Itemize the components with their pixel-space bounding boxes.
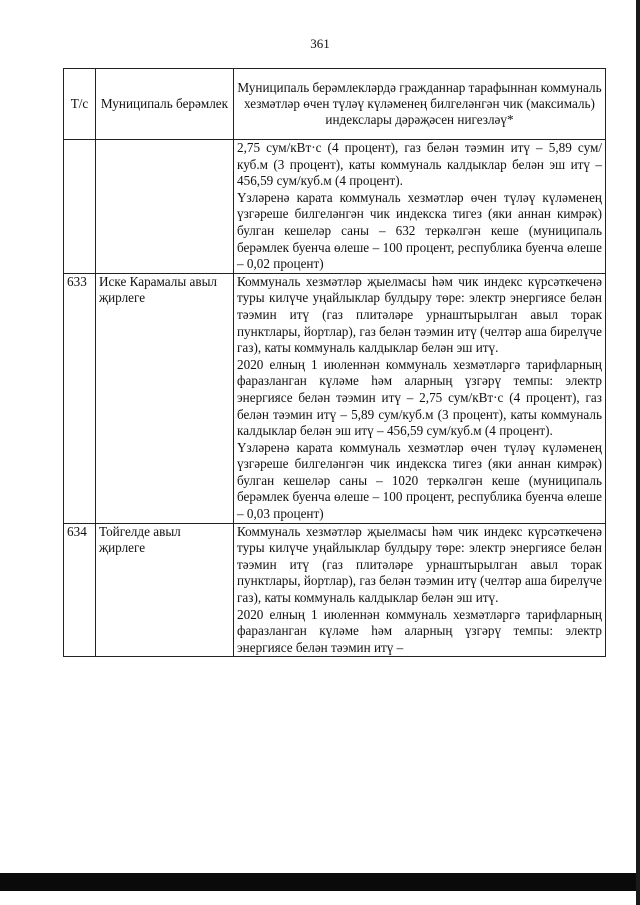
row-municipality: Иске Карамалы авыл җирлеге — [96, 273, 234, 523]
scan-bottom-band — [0, 873, 640, 891]
paragraph: 2020 елның 1 июленнән коммуналь хезмәтләргә тарифларның фаразланган күләме һәм аларның үзгәрү темпы: электр энергиясе белән тәэмин итү – 2,75 сум/кВт·с (4 процент), газ белән тәэмин итү – 5,89 сум/куб.м (3 процент), каты коммуналь калдыклар белән эш итү – 456,59 сум/куб.м (4 процент). — [237, 356, 602, 439]
row-number: 633 — [64, 273, 96, 523]
paragraph: Коммуналь хезмәтләр җыелмасы һәм чик индекс күрсәткеченә туры килүче уңайлыклар булдыру төре: электр энергиясе белән тәэмин итү (газ плитәләре урнаштырылган авыл торак пунктлары, йортлар), газ белән тәэмин итү (челтәр аша бирелүче газ), каты коммуналь калдыклар белән эш итү. — [237, 273, 602, 356]
row-municipality — [96, 140, 234, 274]
paragraph: Үзләренә карата коммуналь хезмәтләр өчен түләү күләменең үзгәреше билгеләнгән чик индекска тигез (яки аннан кимрәк) булган кешеләр саны – 632 теркәлгән кеше (муниципаль берәмлек буенча өлеше – 100 процент, республика буенча өлеше – 0,02 процент) — [237, 189, 602, 272]
paragraph: 2,75 сум/кВт·с (4 процент), газ белән тәэмин итү – 5,89 сум/куб.м (3 процент), каты коммуналь калдыклар белән эш итү – 456,59 сум/куб.м (4 процент). — [237, 140, 602, 189]
paragraph: Үзләренә карата коммуналь хезмәтләр өчен түләү күләменең үзгәреше билгеләнгән чик индекска тигез (яки аннан кимрәк) булган кешеләр саны – 1020 теркәлгән кеше (муниципаль берәмлек буенча өлеше – 100 процент, республика буенча өлеше – 0,03 процент) — [237, 439, 602, 522]
header-indices: Муниципаль берәмлекләрдә гражданнар тарафыннан коммуналь хезмәтләр өчен түләү күләменең билгеләнгән чик (максималь) индекслары дәрәҗәсен нигезләү* — [234, 69, 606, 140]
page-number: 361 — [310, 36, 330, 51]
header-municipality: Муниципаль берәмлек — [96, 69, 234, 140]
row-municipality: Тойгелде авыл җирлеге — [96, 523, 234, 657]
paragraph: 2020 елның 1 июленнән коммуналь хезмәтләргә тарифларның фаразланган күләме һәм аларның үзгәрү темпы: электр энергиясе белән тәэмин итү – — [237, 606, 602, 655]
row-number: 634 — [64, 523, 96, 657]
row-description — [234, 273, 606, 523]
table-row — [64, 273, 606, 523]
row-description — [234, 140, 606, 274]
table-row — [64, 140, 606, 274]
row-description — [234, 523, 606, 657]
paragraph: Коммуналь хезмәтләр җыелмасы һәм чик индекс күрсәткеченә туры килүче уңайлыклар булдыру төре: электр энергиясе белән тәэмин итү (газ плитәләре урнаштырылган авыл торак пунктлары, йортлар), газ белән тәэмин итү (челтәр аша бирелүче газ), каты коммуналь калдыклар белән эш итү. — [237, 523, 602, 606]
table-header-row — [64, 69, 606, 140]
row-number — [64, 140, 96, 274]
header-num: Т/с — [64, 69, 96, 140]
tariff-index-table — [63, 68, 606, 657]
scan-right-edge — [636, 0, 640, 905]
table-row — [64, 523, 606, 657]
